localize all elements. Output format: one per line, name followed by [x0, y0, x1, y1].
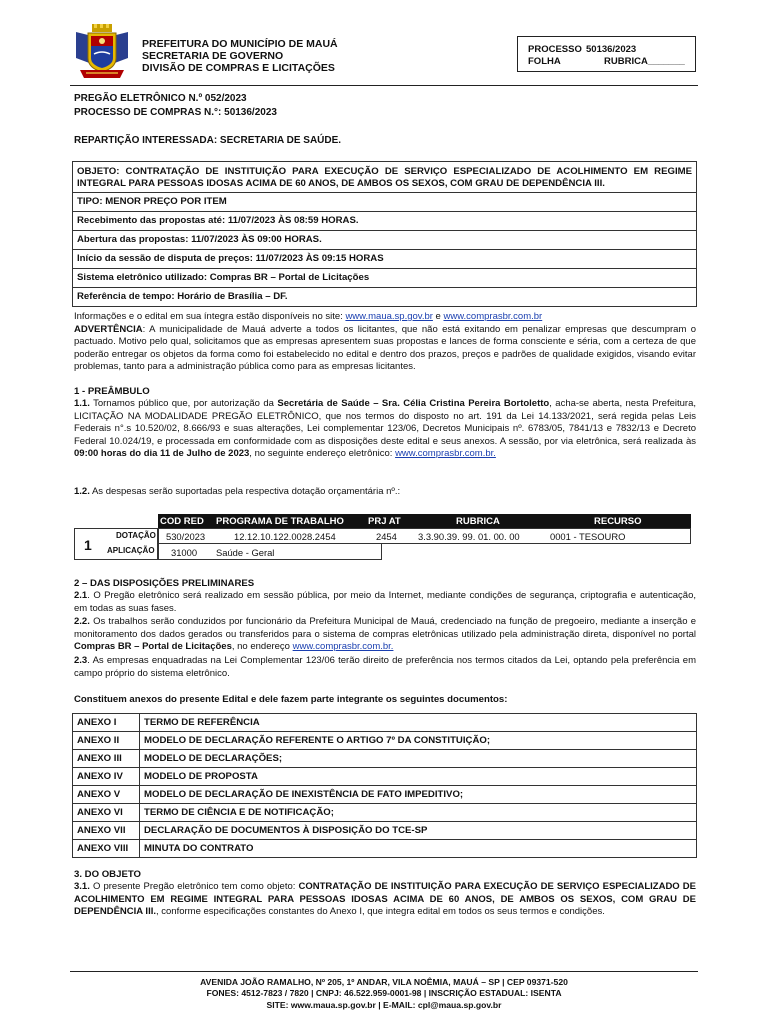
annex-key: ANEXO I [73, 714, 140, 732]
annex-value: MODELO DE PROPOSTA [140, 768, 697, 786]
table-row [73, 193, 697, 212]
annex-key: ANEXO III [73, 750, 140, 768]
tipo-cell: TIPO: MENOR PREÇO POR ITEM [73, 193, 697, 212]
col-cod-red: COD RED [160, 516, 204, 527]
intro-paragraph [74, 311, 696, 374]
recebimento-cell: Recebimento das propostas até: 11/07/2023 ÀS 08:59 HORAS. [73, 212, 697, 231]
reparticao-title: REPARTIÇÃO INTERESSADA: SECRETARIA DE SAÚDE. [74, 135, 342, 146]
folha-label: FOLHA [528, 56, 561, 67]
objeto-text-a: O presente Pregão eletrônico tem como objeto: [89, 881, 299, 892]
budget-header-row [158, 514, 691, 528]
annex-key: ANEXO IV [73, 768, 140, 786]
annex-value: TERMO DE REFERÊNCIA [140, 714, 697, 732]
programa-value: 12.12.10.122.0028.2454 [234, 531, 336, 542]
col-rubrica: RUBRICA [456, 516, 500, 527]
annex-key: ANEXO VII [73, 822, 140, 840]
objeto-text-b: , conforme especificações constantes do Anexo I, que integra edital em todos os seus termos e condições. [156, 906, 605, 918]
processo-label: PROCESSO [528, 44, 582, 55]
footer-address [70, 977, 698, 1011]
preambulo-heading: 1 - PREÂMBULO [74, 386, 150, 397]
budget-allocation-table [74, 514, 691, 560]
prj-at-value: 2454 [376, 531, 397, 542]
processo-value: 50136/2023 [586, 44, 637, 55]
annex-value: MODELO DE DECLARAÇÕES; [140, 750, 697, 768]
secretaria-name: Secretária de Saúde – Sra. Célia Cristina Pereira Bortoletto [277, 398, 550, 409]
annex-value: DECLARAÇÃO DE DOCUMENTOS À DISPOSIÇÃO DO TCE-SP [140, 822, 697, 840]
org-line-3: DIVISÃO DE COMPRAS E LICITAÇÕES [142, 62, 335, 74]
rubrica-value: 3.3.90.39. 99. 01. 00. 00 [418, 531, 520, 542]
comprasbr-link[interactable]: www.comprasbr.com.br [443, 311, 543, 322]
table-row [73, 714, 697, 732]
objeto-cell: OBJETO: CONTRATAÇÃO DE INSTITUIÇÃO PARA EXECUÇÃO DE SERVIÇO ESPECIALIZADO DE ACOLHIMENTO EM REGIME INTEGRAL PARA PESSOAS IDOSAS ACIMA DE 60 ANOS, DE AMBOS OS SEXOS, COM GRAU DE DEPENDÊNCIA III. [73, 162, 697, 193]
item-number: 2.1 [74, 590, 88, 601]
disposicoes-text-2b: , no endereço [231, 641, 293, 653]
table-row [73, 786, 697, 804]
table-row [73, 231, 697, 250]
table-row [73, 840, 697, 858]
objeto-description: CONTRATAÇÃO DE INSTITUIÇÃO PARA EXECUÇÃO DE SERVIÇO ESPECIALIZADO DE ACOLHIMENTO EM REGIME INTEGRAL PARA PESSOAS IDOSAS ACIMA DE 60 ANOS, DE AMBOS OS SEXOS, COM GRAU DE DEPENDÊNCIA III. [74, 881, 696, 918]
advertencia-text: : A municipalidade de Mauá adverte a todos os licitantes, que não está exitando em penalizar empresas que descumpram o pactuado. Motivo pelo qual, solicitamos que as empresas apresentem suas propostas e lances de forma consciente e séria, com a certeza de que poderão entregar os objetos da forma como foi estabelecido no edital e dentro dos prazos, preços e padrões de qualidade exigidos, visando evitar problemas, tanto para a administração pública como para as empresas licitantes. [74, 323, 696, 373]
footer-divider [70, 971, 698, 972]
annex-value: TERMO DE CIÊNCIA E DE NOTIFICAÇÃO; [140, 804, 697, 822]
comprasbr-session-link[interactable]: www.comprasbr.com.br. [395, 448, 496, 460]
annex-key: ANEXO VI [73, 804, 140, 822]
comprasbr-portal-link[interactable]: www.comprasbr.com.br. [292, 641, 394, 653]
header-divider [70, 85, 698, 86]
disposicoes-text-1: . O Pregão eletrônico será realizado em sessão pública, por meio da Internet, mediante condições de segurança, criptografia e autenticação, em todas as suas fases. [74, 590, 696, 614]
despesas-text: As despesas serão suportadas pela respectiva dotação orçamentária nº.: [89, 486, 401, 497]
cod-red-value: 530/2023 [166, 531, 206, 542]
sistema-cell: Sistema eletrônico utilizado: Compras BR – Portal de Licitações [73, 269, 697, 288]
aplicacao-code: 31000 [171, 547, 198, 558]
anexos-intro: Constituem anexos do presente Edital e dele fazem parte integrante os seguintes documentos: [74, 694, 508, 705]
table-row [73, 750, 697, 768]
col-programa-trabalho: PROGRAMA DE TRABALHO [216, 516, 344, 527]
aplicacao-label: APLICAÇÃO [107, 546, 155, 555]
objeto-heading: 3. DO OBJETO [74, 869, 141, 880]
and-text: e [432, 311, 444, 322]
footer-line-1: AVENIDA JOÃO RAMALHO, Nº 205, 1º ANDAR, VILA NOÊMIA, MAUÁ – SP | CEP 09371-520 [200, 977, 568, 987]
item-number: 2.3 [74, 655, 88, 666]
dotacao-label: DOTAÇÃO [116, 531, 156, 540]
referencia-tempo-cell: Referência de tempo: Horário de Brasília – DF. [73, 288, 697, 307]
budget-item-number: 1 [74, 528, 158, 560]
preambulo-paragraph-1 [74, 398, 696, 461]
disposicoes-paragraph-3 [74, 655, 696, 680]
advertencia-label: ADVERTÊNCIA [74, 323, 143, 335]
municipal-coat-of-arms-logo [72, 24, 132, 80]
portal-name: Compras BR – Portal de Licitações [74, 641, 232, 653]
disposicoes-paragraph-1 [74, 590, 696, 615]
table-row [73, 250, 697, 269]
disposicoes-text-3: . As empresas enquadradas na Lei Complementar 123/06 terão direito de preferência nos termos citados da Lei, optando pela preferência em campo próprio do sistema eletrônico. [74, 655, 696, 679]
info-prefix-text: Informações e o edital em sua íntegra estão disponíveis no site: [74, 311, 346, 322]
annex-key: ANEXO V [73, 786, 140, 804]
process-info-box [517, 36, 696, 72]
table-row [73, 212, 697, 231]
processo-compras-title: PROCESSO DE COMPRAS N.°: 50136/2023 [74, 107, 277, 118]
pregao-title: PREGÃO ELETRÔNICO N.º 052/2023 [74, 93, 247, 104]
annex-value: MODELO DE DECLARAÇÃO REFERENTE O ARTIGO 7º DA CONSTITUIÇÃO; [140, 732, 697, 750]
bid-info-table [72, 161, 697, 307]
col-prj-at: PRJ AT [368, 516, 401, 527]
objeto-paragraph [74, 881, 696, 919]
disposicoes-heading: 2 – DAS DISPOSIÇÕES PRELIMINARES [74, 578, 255, 589]
org-line-2: SECRETARIA DE GOVERNO [142, 50, 284, 62]
annex-value: MODELO DE DECLARAÇÃO DE INEXISTÊNCIA DE FATO IMPEDITIVO; [140, 786, 697, 804]
annex-key: ANEXO VIII [73, 840, 140, 858]
disposicoes-paragraph-2 [74, 616, 696, 654]
item-number: 2.2. [74, 616, 90, 627]
disposicoes-text-2a: Os trabalhos serão conduzidos por funcionário da Prefeitura Municipal de Mauá, credenciado na função de pregoeiro, mediante a inserção e monitoramento dos dados gerados ou transferidos para o sistema de compras eletrônicas utilizado pela administração direta, disponível no portal [74, 616, 696, 640]
preambulo-paragraph-2 [74, 486, 696, 499]
preambulo-text-c: , no seguinte endereço eletrônico: [249, 448, 396, 460]
table-row [73, 269, 697, 288]
table-row [73, 732, 697, 750]
preambulo-text-a: Tornamos público que, por autorização da [89, 398, 278, 409]
aplicacao-desc: Saúde - Geral [216, 547, 275, 558]
table-row [73, 288, 697, 307]
org-line-1: PREFEITURA DO MUNICÍPIO DE MAUÁ [142, 38, 338, 50]
abertura-cell: Abertura das propostas: 11/07/2023 ÀS 09:00 HORAS. [73, 231, 697, 250]
footer-line-2: FONES: 4512-7823 / 7820 | CNPJ: 46.522.959-0001-98 | INSCRIÇÃO ESTADUAL: ISENTA [206, 988, 562, 999]
annex-table [72, 713, 697, 858]
recurso-value: 0001 - TESOURO [550, 531, 626, 542]
rubrica-label: RUBRICA_______ [604, 56, 685, 67]
table-row [73, 768, 697, 786]
preambulo-text-b: , acha-se aberta, nesta Prefeitura, LICITAÇÃO NA MODALIDADE PREGÃO ELETRÔNICO, que nos termos do disposto no art. 191 da Lei 14.133/2021, será regida pelas Leis Federais n°.s 10.520/02, 8.666/93 e suas alterações, Lei complementar 123/06, Decretos Municipais nº. 6783/05, 7841/13 e 7832/13 e Decreto Federal 10.024/19, e processada em conformidade com as disposições deste edital e seus anexos. A sessão, por via eletrônica, será realizada às [74, 398, 697, 447]
footer-line-3: SITE: www.maua.sp.gov.br | E-MAIL: cpl@maua.sp.gov.br [266, 999, 502, 1010]
annex-value: MINUTA DO CONTRATO [140, 840, 697, 858]
item-number: 1.2. [74, 486, 90, 497]
inicio-sessao-cell: Início da sessão de disputa de preços: 11/07/2023 ÀS 09:15 HORAS [73, 250, 697, 269]
col-recurso: RECURSO [594, 516, 642, 527]
item-number: 1.1. [74, 398, 90, 409]
session-time: 09:00 horas do dia 11 de Julho de 2023 [74, 448, 250, 460]
organization-name [142, 38, 338, 74]
annex-key: ANEXO II [73, 732, 140, 750]
item-number: 3.1. [74, 881, 90, 892]
table-row [73, 822, 697, 840]
maua-site-link[interactable]: www.maua.sp.gov.br [345, 311, 433, 322]
table-row [73, 162, 697, 193]
table-row [73, 804, 697, 822]
